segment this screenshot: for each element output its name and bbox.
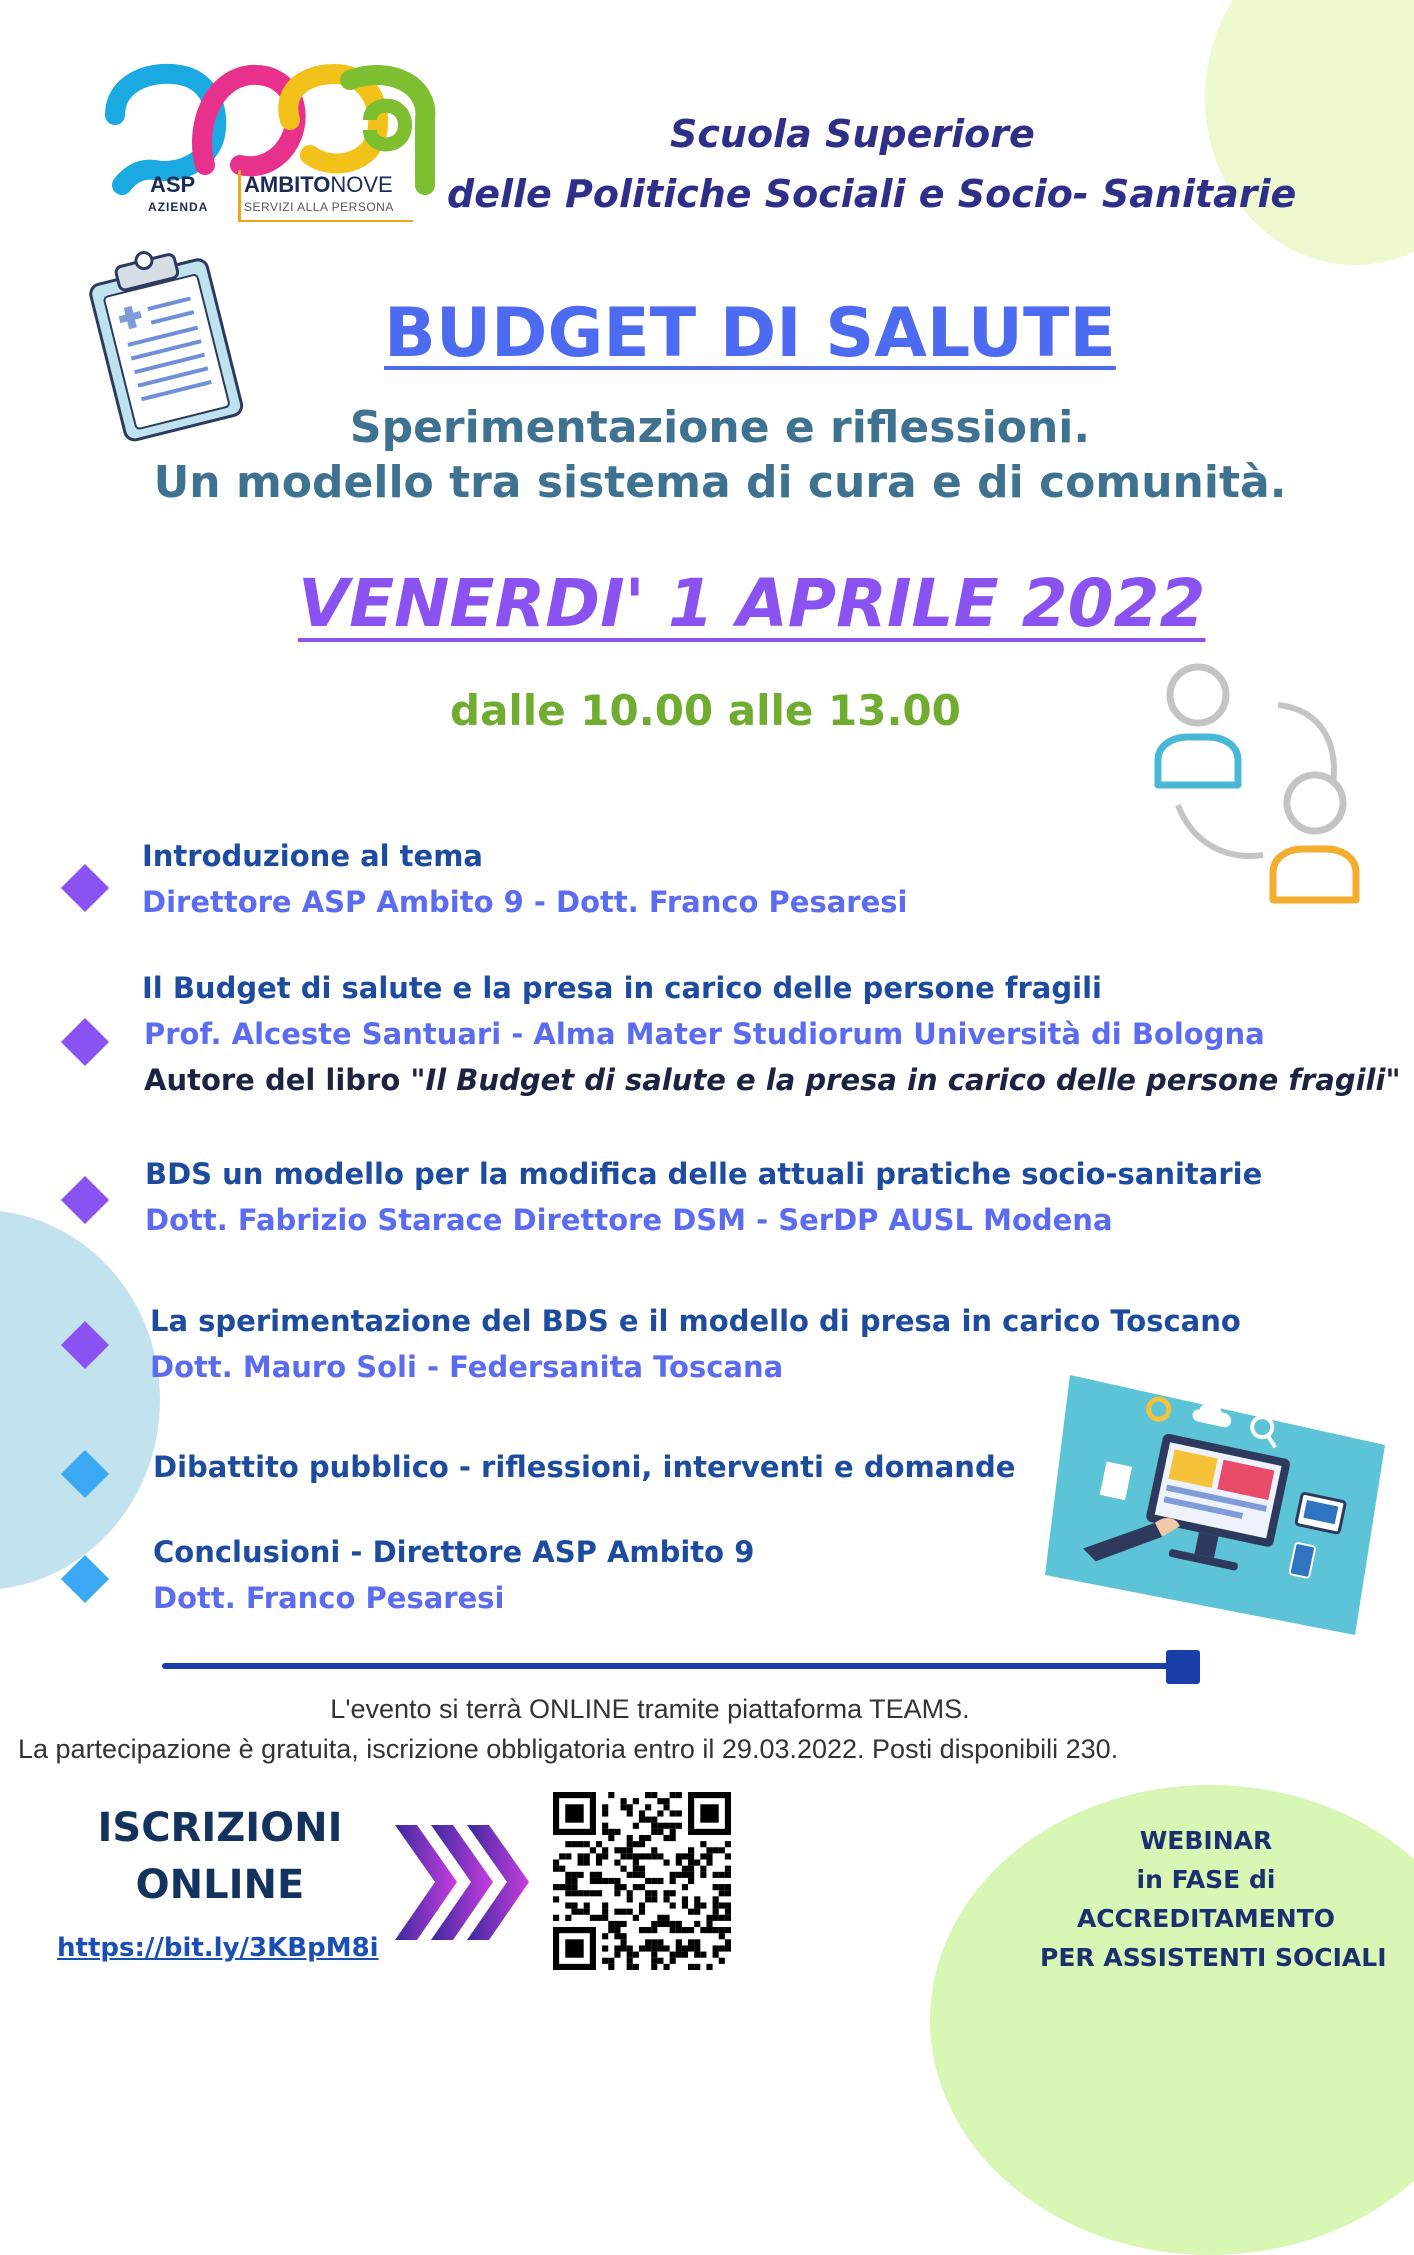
signup-link[interactable]: https://bit.ly/3KBpM8i	[57, 1933, 379, 1963]
book-note-prefix: Autore del libro "	[144, 1063, 426, 1097]
webinar-line-2: in FASE di	[1136, 1865, 1276, 1894]
page-title: BUDGET DI SALUTE	[384, 294, 1116, 373]
subtitle-line-2: Un modello tra sistema di cura e di comunità.	[153, 457, 1287, 508]
chevron-arrows-icon	[395, 1820, 535, 1945]
divider-end-square	[1166, 1650, 1200, 1684]
qr-code[interactable]	[553, 1792, 731, 1970]
bullet-diamond-3	[61, 1176, 109, 1224]
program-item-4-speaker: Dott. Mauro Soli - Federsanita Toscana	[150, 1350, 784, 1384]
program-item-2-speaker: Prof. Alceste Santuari - Alma Mater Studiorum Università di Bologna	[144, 1017, 1265, 1051]
bullet-diamond-2	[61, 1018, 109, 1066]
info-line-2: La partecipazione è gratuita, iscrizione obbligatoria entro il 29.03.2022. Posti disponibili 230.	[18, 1734, 1119, 1764]
program-item-1-speaker: Direttore ASP Ambito 9 - Dott. Franco Pesaresi	[142, 885, 908, 919]
program-item-3-speaker: Dott. Fabrizio Starace Direttore DSM - SerDP AUSL Modena	[145, 1203, 1113, 1237]
logo-azienda-text: AZIENDA	[148, 200, 209, 214]
book-note-suffix: "	[1385, 1063, 1401, 1097]
signup-heading-1: ISCRIZIONI	[97, 1805, 343, 1851]
computer-illustration	[1040, 1375, 1390, 1640]
signup-heading-2: ONLINE	[135, 1862, 305, 1908]
program-item-3-title: BDS un modello per la modifica delle attuali pratiche socio-sanitarie	[145, 1157, 1263, 1191]
logo-nove-word: NOVE	[330, 172, 393, 197]
program-item-6-title: Conclusioni - Direttore ASP Ambito 9	[153, 1535, 755, 1569]
event-time: dalle 10.00 alle 13.00	[450, 686, 961, 735]
logo-ambitonove-text	[244, 172, 393, 198]
logo-servizi-text: SERVIZI ALLA PERSONA	[244, 200, 394, 214]
webinar-line-1: WEBINAR	[1139, 1826, 1273, 1855]
webinar-line-3: ACCREDITAMENTO	[1076, 1904, 1336, 1933]
decor-circle-left	[0, 1210, 160, 1590]
logo-asp-text: ASP	[150, 172, 196, 197]
program-item-2-title: Il Budget di salute e la presa in carico delle persone fragili	[142, 971, 1102, 1005]
org-line-2: delle Politiche Sociali e Socio- Sanitarie	[447, 172, 1297, 216]
book-title: Il Budget di salute e la presa in carico delle persone fragili	[425, 1063, 1386, 1097]
program-item-6-speaker: Dott. Franco Pesaresi	[153, 1581, 505, 1615]
logo-ambito-word: AMBITO	[244, 172, 331, 197]
event-date: VENERDI' 1 APRILE 2022	[298, 565, 1206, 642]
progress-divider	[162, 1663, 1192, 1669]
decor-circle-top-right	[1205, 0, 1414, 265]
webinar-line-4: PER ASSISTENTI SOCIALI	[1040, 1943, 1387, 1972]
program-item-4-title: La sperimentazione del BDS e il modello di presa in carico Toscano	[150, 1304, 1241, 1338]
subtitle-line-1: Sperimentazione e riflessioni.	[349, 402, 1091, 453]
asp-logo	[100, 60, 440, 225]
info-line-1: L'evento si terrà ONLINE tramite piattaforma TEAMS.	[330, 1694, 970, 1724]
org-line-1: Scuola Superiore	[670, 112, 1035, 156]
bullet-diamond-1	[61, 864, 109, 912]
program-item-1-title: Introduzione al tema	[142, 839, 484, 873]
program-item-5-title: Dibattito pubblico - riflessioni, interventi e domande	[153, 1450, 1016, 1484]
program-item-2-note	[144, 1057, 1401, 1103]
people-network-icon	[1148, 655, 1368, 910]
